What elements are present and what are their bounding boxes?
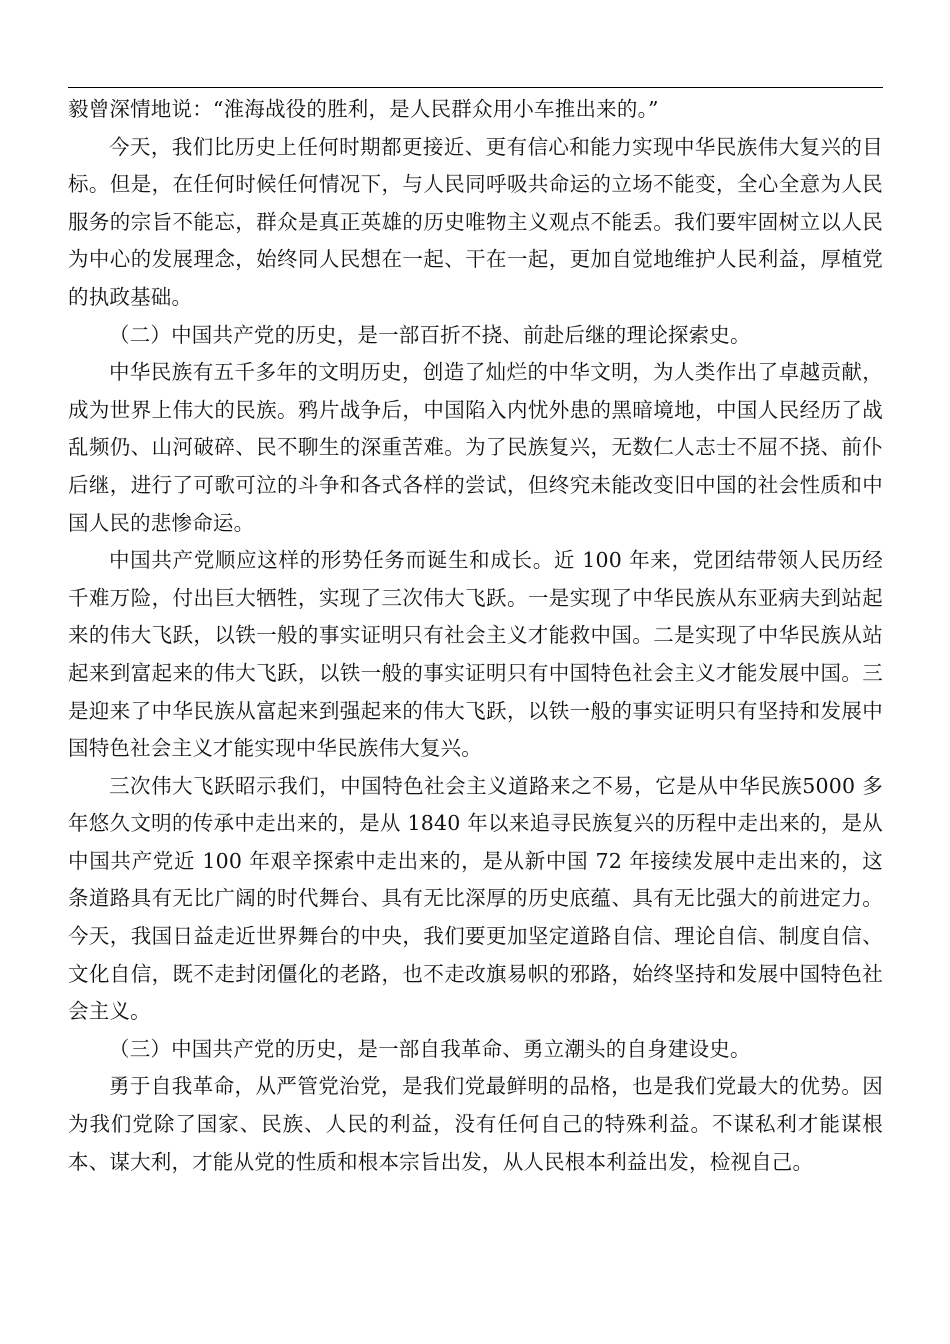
paragraph-socialist-road: 三次伟大飞跃昭示我们，中国特色社会主义道路来之不易，它是从中华民族5000 多年悠久文明的传承中走出来的，是从 1840 年以来追寻民族复兴的历程中走出来的，是从中国共产党近 100 年艰辛探索中走出来的，是从新中国 72 年接续发展中走出来的，这条道路具有无比广阔的时代舞台、具有无比深厚的历史底蕴、具有无比强大的前进定力。今天，我国日益走近世界舞台的中央，我们要更加坚定道路自信、理论自信、制度自信、文化自信，既不走封闭僵化的老路，也不走改旗易帜的邪路，始终坚持和发展中国特色社会主义。: [68, 773, 883, 1024]
section-heading-2: （二）中国共产党的历史，是一部百折不挠、前赴后继的理论探索史。: [109, 322, 751, 347]
paragraph-today: 今天，我们比历史上任何时期都更接近、更有信心和能力实现中华民族伟大复兴的目标。但是，在任何时候任何情况下，与人民同呼吸共命运的立场不能变，全心全意为人民服务的宗旨不能忘，群众是真正英雄的历史唯物主义观点不能丢。我们要牢固树立以人民为中心的发展理念，始终同人民想在一起、干在一起，更加自觉地维护人民利益，厚植党的执政基础。: [68, 134, 883, 309]
document-body: [68, 91, 883, 1181]
paragraph-three-leaps: 中国共产党顺应这样的形势任务而诞生和成长。近 100 年来，党团结带领人民历经千难万险，付出巨大牺牲，实现了三次伟大飞跃。一是实现了中华民族从东亚病夫到站起来的伟大飞跃，以铁一般的事实证明只有社会主义才能救中国。二是实现了中华民族从站起来到富起来的伟大飞跃，以铁一般的事实证明只有中国特色社会主义才能发展中国。三是迎来了中华民族从富起来到强起来的伟大飞跃，以铁一般的事实证明只有坚持和发展中国特色社会主义才能实现中华民族伟大复兴。: [68, 548, 883, 761]
paragraph-continuation: 毅曾深情地说：“淮海战役的胜利，是人民群众用小车推出来的。”: [68, 97, 659, 121]
paragraph-self-revolution: 勇于自我革命，从严管党治党，是我们党最鲜明的品格，也是我们党最大的优势。因为我们党除了国家、民族、人民的利益，没有任何自己的特殊利益。不谋私利才能谋根本、谋大利，才能从党的性质和根本宗旨出发，从人民根本利益出发，检视自己。: [68, 1074, 883, 1174]
header-rule: [68, 87, 883, 88]
section-heading-3: （三）中国共产党的历史，是一部自我革命、勇立潮头的自身建设史。: [109, 1036, 751, 1061]
paragraph-civilization: 中华民族有五千多年的文明历史，创造了灿烂的中华文明，为人类作出了卓越贡献，成为世界上伟大的民族。鸦片战争后，中国陷入内忧外患的黑暗境地，中国人民经历了战乱频仍、山河破碎、民不聊生的深重苦难。为了民族复兴，无数仁人志士不屈不挠、前仆后继，进行了可歌可泣的斗争和各式各样的尝试，但终究未能改变旧中国的社会性质和中国人民的悲惨命运。: [68, 360, 883, 535]
